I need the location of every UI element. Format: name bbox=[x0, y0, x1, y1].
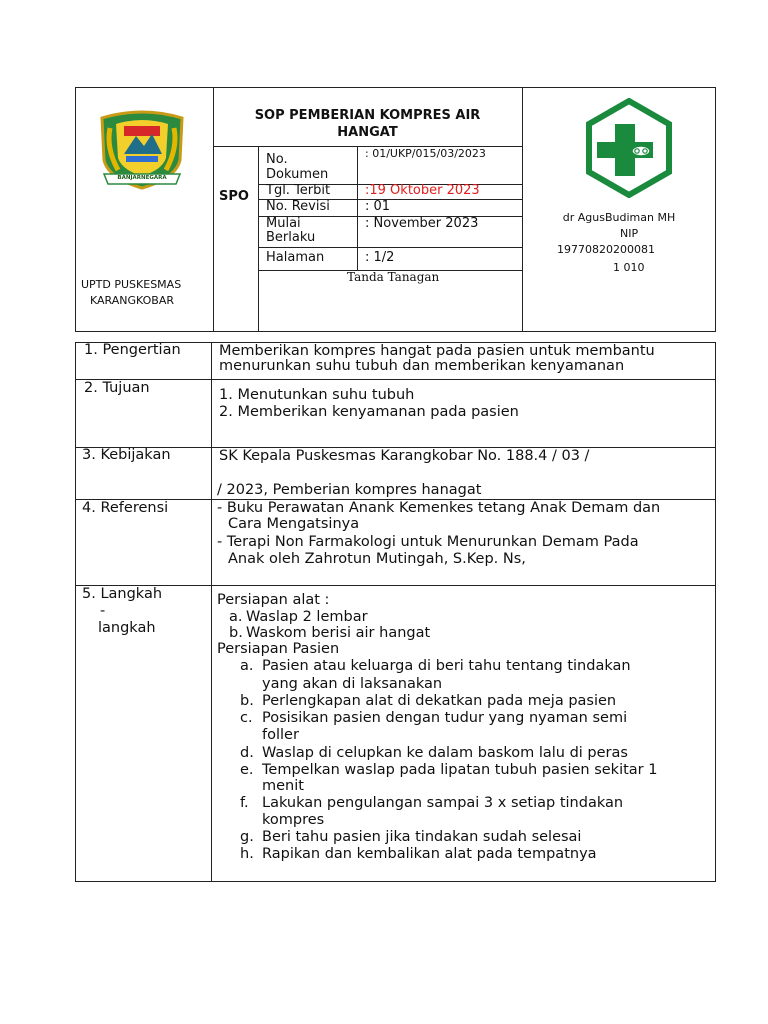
step-h-line1: Rapikan dan kembalikan alat pada tempatnya bbox=[262, 846, 597, 862]
step-e-line1: Tempelkan waslap pada lipatan tubuh pasien sekitar 1 bbox=[262, 762, 658, 778]
alat-item-b: Waskom berisi air hangat bbox=[246, 625, 431, 641]
alat-marker-b: b. bbox=[229, 625, 243, 641]
signer-nip-line2: 1 010 bbox=[613, 261, 645, 274]
step-marker-c: c. bbox=[240, 710, 253, 726]
meta-value-halaman: : 1/2 bbox=[365, 250, 395, 265]
step-g-line1: Beri tahu pasien jika tindakan sudah selesai bbox=[262, 829, 582, 845]
step-marker-d: d. bbox=[240, 745, 254, 761]
kebijakan-line1: SK Kepala Puskesmas Karangkobar No. 188.4 / 03 / bbox=[219, 448, 590, 464]
section-label-pengertian: 1. Pengertian bbox=[84, 342, 181, 358]
section-label-langkah-line3: langkah bbox=[98, 620, 156, 636]
referensi-item2-line2: Anak oleh Zahrotun Mutingah, S.Kep. Ns, bbox=[228, 551, 526, 567]
tujuan-item-1: 1. Menutunkan suhu tubuh bbox=[219, 387, 415, 403]
signer-nip-line1: 19770820200081 bbox=[557, 243, 655, 256]
step-a-line1: Pasien atau keluarga di beri tahu tentang tindakan bbox=[262, 658, 631, 674]
alat-item-a: Waslap 2 lembar bbox=[246, 609, 368, 625]
step-f-line2: kompres bbox=[262, 812, 325, 828]
step-marker-h: h. bbox=[240, 846, 254, 862]
referensi-item1-line1: - Buku Perawatan Anank Kemenkes tetang Anak Demam dan bbox=[217, 500, 661, 516]
step-f-line1: Lakukan pengulangan sampai 3 x setiap tindakan bbox=[262, 795, 624, 811]
alat-marker-a: a. bbox=[229, 609, 243, 625]
referensi-item1-line2: Cara Mengatsinya bbox=[228, 516, 360, 532]
tujuan-item-2: 2. Memberikan kenyamanan pada pasien bbox=[219, 404, 519, 420]
step-a-line2: yang akan di laksanakan bbox=[262, 676, 443, 692]
regency-logo bbox=[96, 108, 188, 192]
meta-label-doc-line2: Dokumen bbox=[266, 167, 329, 182]
meta-label-berlaku-line2: Berlaku bbox=[266, 230, 316, 245]
signer-nip-label: NIP bbox=[620, 227, 639, 240]
section-label-kebijakan: 3. Kebijakan bbox=[82, 447, 171, 463]
meta-value-terbit: :19 Oktober 2023 bbox=[365, 183, 480, 198]
puskesmas-logo bbox=[579, 98, 679, 198]
step-d-line1: Waslap di celupkan ke dalam baskom lalu di peras bbox=[262, 745, 628, 761]
step-b-line1: Perlengkapan alat di dekatkan pada meja pasien bbox=[262, 693, 617, 709]
step-marker-a: a. bbox=[240, 658, 254, 674]
pengertian-line1: Memberikan kompres hangat pada pasien untuk membantu bbox=[219, 343, 655, 359]
meta-label-doc-line1: No. bbox=[266, 152, 288, 167]
step-marker-e: e. bbox=[240, 762, 254, 778]
signer-name: dr AgusBudiman MH bbox=[562, 211, 676, 224]
section-label-tujuan: 2. Tujuan bbox=[84, 380, 150, 396]
referensi-item2-line1: - Terapi Non Farmakologi untuk Menurunkan Demam Pada bbox=[217, 534, 639, 550]
org-name-line1: UPTD PUSKESMAS bbox=[81, 278, 182, 291]
meta-label-halaman: Halaman bbox=[266, 250, 325, 265]
section-label-langkah-line2: - bbox=[100, 603, 106, 619]
step-marker-f: f. bbox=[240, 795, 249, 811]
meta-value-berlaku: : November 2023 bbox=[365, 216, 479, 231]
section-label-referensi: 4. Referensi bbox=[82, 500, 169, 516]
meta-label-terbit: Tgl. Terbit bbox=[266, 183, 331, 198]
prep-pasien-heading: Persiapan Pasien bbox=[217, 641, 340, 657]
logo-ribbon-text: BANJARNEGARA bbox=[117, 175, 167, 181]
kebijakan-line2: / 2023, Pemberian kompres hanagat bbox=[217, 482, 482, 498]
step-marker-g: g. bbox=[240, 829, 254, 845]
prep-alat-heading: Persiapan alat : bbox=[217, 592, 330, 608]
step-marker-b: b. bbox=[240, 693, 254, 709]
org-name-line2: KARANGKOBAR bbox=[90, 294, 175, 307]
page-title-line2: HANGAT bbox=[337, 125, 398, 140]
step-c-line1: Posisikan pasien dengan tudur yang nyaman semi bbox=[262, 710, 628, 726]
meta-value-doc: : 01/UKP/015/03/2023 bbox=[365, 147, 486, 160]
page-title-line1: SOP PEMBERIAN KOMPRES AIR bbox=[254, 108, 481, 123]
spo-label: SPO bbox=[219, 189, 249, 204]
section-label-langkah-line1: 5. Langkah bbox=[82, 586, 163, 602]
meta-value-revisi: : 01 bbox=[365, 199, 391, 214]
pengertian-line2: menurunkan suhu tubuh dan memberikan kenyamanan bbox=[219, 358, 625, 374]
meta-label-revisi: No. Revisi bbox=[266, 199, 330, 214]
step-e-line2: menit bbox=[262, 778, 304, 794]
step-c-line2: foller bbox=[262, 727, 299, 743]
meta-label-berlaku-line1: Mulai bbox=[266, 216, 301, 231]
signature-label: Tanda Tanagan bbox=[347, 270, 440, 284]
